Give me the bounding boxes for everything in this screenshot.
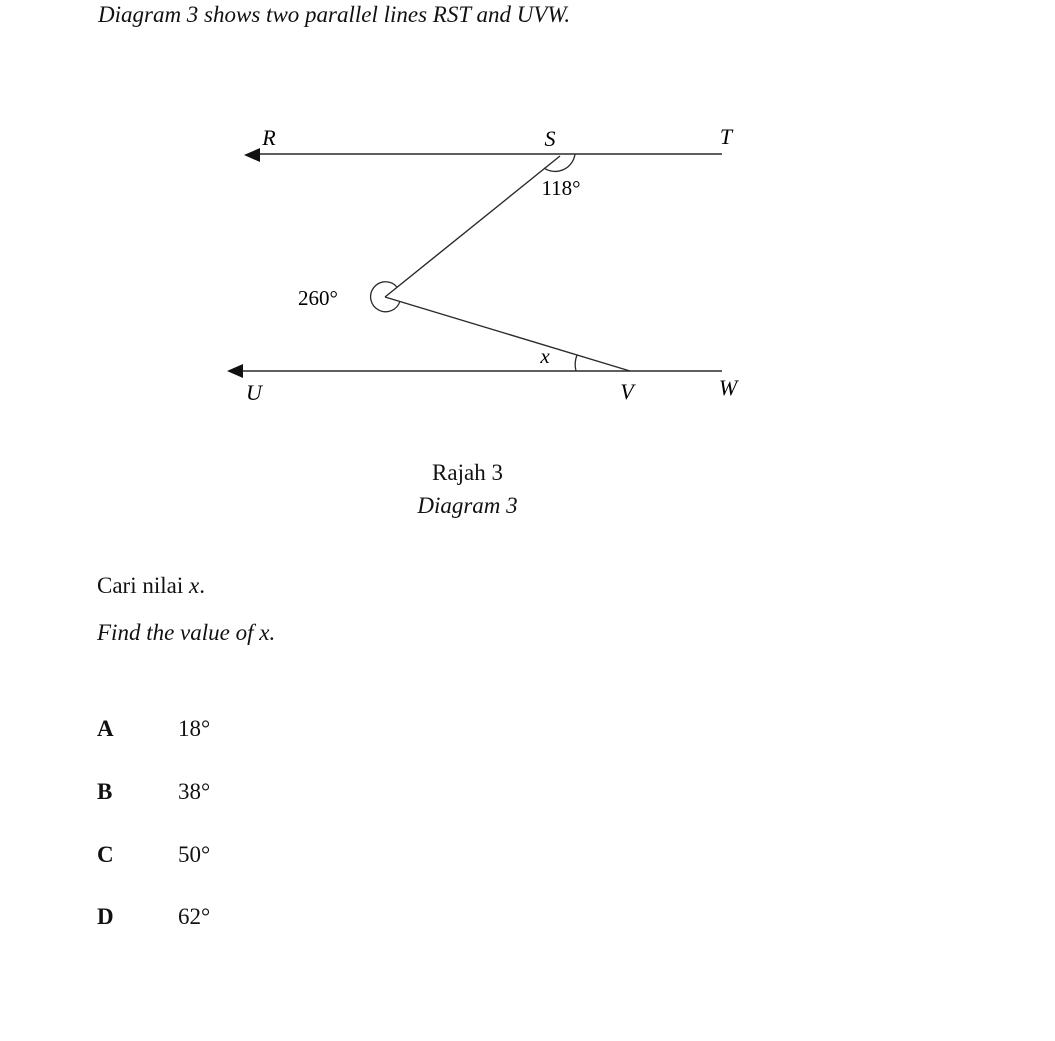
option-c[interactable]: [97, 842, 397, 872]
arrow-r: [244, 148, 260, 162]
arrow-u: [227, 364, 243, 378]
option-b-value: 38°: [178, 779, 211, 804]
prompt-malay-period: .: [199, 573, 205, 598]
angle-label-x: x: [540, 344, 550, 368]
prompt-english-text: Find the value of: [97, 620, 260, 645]
segment-s-apex: [385, 156, 560, 297]
question-intro: Diagram 3 shows two parallel lines RST and UVW.: [98, 2, 571, 27]
question-prompt-malay: [97, 573, 205, 599]
prompt-english-period: .: [269, 620, 276, 645]
option-a-value: 18°: [178, 716, 211, 741]
option-d[interactable]: [97, 904, 397, 934]
prompt-malay-variable: x: [188, 573, 200, 598]
parallel-lines-diagram: [0, 0, 1055, 460]
diagram-caption-english: Diagram 3: [417, 493, 518, 518]
option-b[interactable]: [97, 779, 397, 809]
option-c-letter: C: [97, 842, 114, 867]
angle-arc-v: [575, 355, 577, 371]
prompt-english-variable: x: [259, 620, 270, 645]
label-r: R: [262, 125, 276, 150]
label-u: U: [246, 380, 262, 405]
angle-label-260: 260°: [298, 286, 338, 310]
diagram-caption-malay: Rajah 3: [432, 460, 503, 485]
option-a[interactable]: [97, 716, 397, 746]
option-d-value: 62°: [178, 904, 211, 929]
label-v: V: [620, 379, 634, 404]
question-prompt-english: [97, 620, 275, 646]
option-a-letter: A: [97, 716, 114, 741]
angle-label-118: 118°: [541, 176, 581, 200]
prompt-malay-text: Cari nilai: [97, 573, 189, 598]
option-c-value: 50°: [178, 842, 211, 867]
label-w: W: [718, 375, 738, 400]
segment-apex-v: [385, 297, 630, 371]
label-t: T: [719, 124, 733, 149]
option-d-letter: D: [97, 904, 114, 929]
label-s: S: [544, 126, 556, 151]
option-b-letter: B: [97, 779, 113, 804]
